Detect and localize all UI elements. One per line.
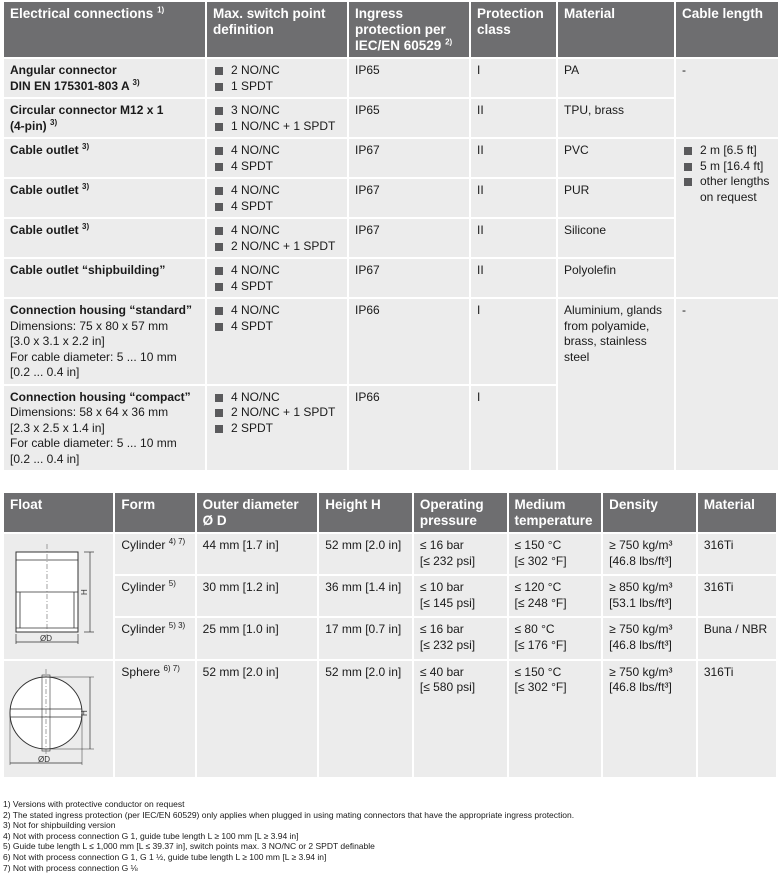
header-electrical-connections: Electrical connections $^{1)}$ bbox=[4, 2, 205, 57]
switch-points: 4 NO/NC 4 SPDT bbox=[207, 179, 347, 217]
ingress-value: IP67 bbox=[349, 179, 469, 217]
material-value: PVC bbox=[558, 139, 674, 177]
temperature-value: ≤ 150 °C [≤ 302 °F] bbox=[509, 661, 602, 778]
density-value: ≥ 750 kg/m³ [46.8 lbs/ft³] bbox=[603, 534, 696, 574]
height-value: 52 mm [2.0 in] bbox=[319, 534, 412, 574]
form-value: Cylinder $^{5) 3)}$ bbox=[115, 618, 194, 658]
material-value: PA bbox=[558, 59, 674, 97]
table-row bbox=[4, 661, 776, 778]
header-medium-temperature: Medium temperature bbox=[509, 493, 602, 532]
outer-diameter-value: 52 mm [2.0 in] bbox=[197, 661, 318, 778]
protection-class-value: I bbox=[471, 386, 556, 471]
footnote: 4) Not with process connection G 1, guide tube length L ≥ 100 mm [L ≥ 3.94 in] bbox=[3, 830, 299, 841]
footnote: 2) The stated ingress protection (per IEC/EN 60529) only applies when plugged in using mating connectors that have the appropriate ingress protection. bbox=[3, 809, 575, 820]
ingress-value: IP66 bbox=[349, 386, 469, 471]
header-density: Density bbox=[603, 493, 696, 532]
header-material: Material bbox=[558, 2, 674, 57]
header-outer-diameter: Outer diameter Ø D bbox=[197, 493, 318, 532]
pressure-value: ≤ 16 bar [≤ 232 psi] bbox=[414, 618, 507, 658]
sphere-float-drawing bbox=[6, 665, 98, 769]
footnote: 6) Not with process connection G 1, G 1 ½, guide tube length L ≥ 100 mm [L ≥ 3.94 in] bbox=[3, 851, 327, 862]
material-value: Polyolefin bbox=[558, 259, 674, 297]
temperature-value: ≤ 120 °C [≤ 248 °F] bbox=[509, 576, 602, 616]
table-row bbox=[4, 59, 778, 97]
ingress-value: IP67 bbox=[349, 259, 469, 297]
ingress-value: IP65 bbox=[349, 99, 469, 137]
pressure-value: ≤ 16 bar [≤ 232 psi] bbox=[414, 534, 507, 574]
header-height: Height H bbox=[319, 493, 412, 532]
connection-name: Angular connector DIN EN 175301-803 A $^{3)}$ bbox=[4, 59, 205, 97]
header-form: Form bbox=[115, 493, 194, 532]
protection-class-value: II bbox=[471, 139, 556, 177]
connection-name: Circular connector M12 x 1 (4-pin) $^{3)}$ bbox=[4, 99, 205, 137]
electrical-connections-table bbox=[2, 0, 780, 472]
material-value: Aluminium, glands from polyamide, brass, stainless steel bbox=[558, 299, 674, 470]
outer-diameter-value: 25 mm [1.0 in] bbox=[197, 618, 318, 658]
switch-points: 3 NO/NC 1 NO/NC + 1 SPDT bbox=[207, 99, 347, 137]
connection-name: Connection housing “compact” Dimensions: 58 x 64 x 36 mm [2.3 x 2.5 x 1.4 in] For cable diameter: 5 ... 10 mm [0.2 ... 0.4 in] bbox=[4, 386, 205, 471]
table-row bbox=[4, 618, 776, 658]
protection-class-value: II bbox=[471, 219, 556, 257]
material-value: 316Ti bbox=[698, 534, 776, 574]
table-row bbox=[4, 139, 778, 177]
header-protection-class: Protection class bbox=[471, 2, 556, 57]
switch-points: 4 NO/NC 2 NO/NC + 1 SPDT 2 SPDT bbox=[207, 386, 347, 471]
protection-class-value: II bbox=[471, 179, 556, 217]
material-value: PUR bbox=[558, 179, 674, 217]
form-value: Sphere $^{6) 7)}$ bbox=[115, 661, 194, 778]
temperature-value: ≤ 80 °C [≤ 176 °F] bbox=[509, 618, 602, 658]
table-row bbox=[4, 576, 776, 616]
height-dimension-label: H bbox=[80, 589, 89, 595]
height-value: 17 mm [0.7 in] bbox=[319, 618, 412, 658]
connection-name: Cable outlet $^{3)}$ bbox=[4, 139, 205, 177]
density-value: ≥ 750 kg/m³ [46.8 lbs/ft³] bbox=[603, 661, 696, 778]
material-value: Silicone bbox=[558, 219, 674, 257]
float-table bbox=[2, 491, 778, 779]
ingress-value: IP67 bbox=[349, 219, 469, 257]
table-row bbox=[4, 299, 778, 384]
outer-diameter-value: 30 mm [1.2 in] bbox=[197, 576, 318, 616]
connection-name: Connection housing “standard” Dimensions: 75 x 80 x 57 mm [3.0 x 3.1 x 2.2 in] For cable diameter: 5 ... 10 mm [0.2 ... 0.4 in] bbox=[4, 299, 205, 384]
header-switch-point: Max. switch point definition bbox=[207, 2, 347, 57]
height-value: 36 mm [1.4 in] bbox=[319, 576, 412, 616]
pressure-value: ≤ 40 bar [≤ 580 psi] bbox=[414, 661, 507, 778]
diameter-dimension-label: ØD bbox=[40, 634, 52, 643]
switch-points: 4 NO/NC 4 SPDT bbox=[207, 139, 347, 177]
switch-points: 4 NO/NC 2 NO/NC + 1 SPDT bbox=[207, 219, 347, 257]
footnote: 7) Not with process connection G ⅛ bbox=[3, 862, 138, 873]
connection-name: Cable outlet $^{3)}$ bbox=[4, 179, 205, 217]
cable-length-dash: - bbox=[676, 299, 778, 470]
form-value: Cylinder $^{4) 7)}$ bbox=[115, 534, 194, 574]
pressure-value: ≤ 10 bar [≤ 145 psi] bbox=[414, 576, 507, 616]
temperature-value: ≤ 150 °C [≤ 302 °F] bbox=[509, 534, 602, 574]
table-row bbox=[4, 534, 776, 574]
footnote: 5) Guide tube length L ≤ 1,000 mm [L ≤ 39.37 in], switch points max. 3 NO/NC or 2 SPDT definable bbox=[3, 841, 375, 852]
ingress-value: IP67 bbox=[349, 139, 469, 177]
protection-class-value: I bbox=[471, 59, 556, 97]
diameter-dimension-label: ØD bbox=[38, 754, 50, 764]
header-operating-pressure: Operating pressure bbox=[414, 493, 507, 532]
form-value: Cylinder $^{5)}$ bbox=[115, 576, 194, 616]
protection-class-value: II bbox=[471, 259, 556, 297]
footnote: 3) Not for shipbuilding version bbox=[3, 820, 116, 831]
header-material: Material bbox=[698, 493, 776, 532]
ingress-value: IP66 bbox=[349, 299, 469, 384]
protection-class-value: I bbox=[471, 299, 556, 384]
cable-length-dash: - bbox=[676, 59, 778, 137]
cylinder-float-drawing bbox=[6, 538, 98, 650]
cable-length-list: 2 m [6.5 ft] 5 m [16.4 ft] other lengths on request bbox=[676, 139, 778, 297]
switch-points: 2 NO/NC 1 SPDT bbox=[207, 59, 347, 97]
ingress-value: IP65 bbox=[349, 59, 469, 97]
table-row bbox=[4, 259, 778, 297]
height-value: 52 mm [2.0 in] bbox=[319, 661, 412, 778]
protection-class-value: II bbox=[471, 99, 556, 137]
table-row bbox=[4, 219, 778, 257]
footnote: 1) Versions with protective conductor on request bbox=[3, 799, 185, 809]
connection-name: Cable outlet “shipbuilding” bbox=[4, 259, 205, 297]
header-float: Float bbox=[4, 493, 113, 532]
table-header-row bbox=[4, 2, 778, 57]
header-cable-length: Cable length bbox=[676, 2, 778, 57]
table-header-row bbox=[4, 493, 776, 532]
material-value: 316Ti bbox=[698, 661, 776, 778]
footnotes bbox=[3, 799, 574, 873]
connection-name: Cable outlet $^{3)}$ bbox=[4, 219, 205, 257]
sphere-float-drawing-cell bbox=[4, 661, 113, 778]
cylinder-float-drawing-cell bbox=[4, 534, 113, 659]
density-value: ≥ 750 kg/m³ [46.8 lbs/ft³] bbox=[603, 618, 696, 658]
table-row bbox=[4, 179, 778, 217]
switch-points: 4 NO/NC 4 SPDT bbox=[207, 299, 347, 384]
switch-points: 4 NO/NC 4 SPDT bbox=[207, 259, 347, 297]
table-row bbox=[4, 99, 778, 137]
material-value: TPU, brass bbox=[558, 99, 674, 137]
material-value: Buna / NBR bbox=[698, 618, 776, 658]
height-dimension-label: H bbox=[80, 709, 89, 716]
outer-diameter-value: 44 mm [1.7 in] bbox=[197, 534, 318, 574]
density-value: ≥ 850 kg/m³ [53.1 lbs/ft³] bbox=[603, 576, 696, 616]
material-value: 316Ti bbox=[698, 576, 776, 616]
header-ingress-protection: Ingress protection per IEC/EN 60529 $^{2)}$ bbox=[349, 2, 469, 57]
